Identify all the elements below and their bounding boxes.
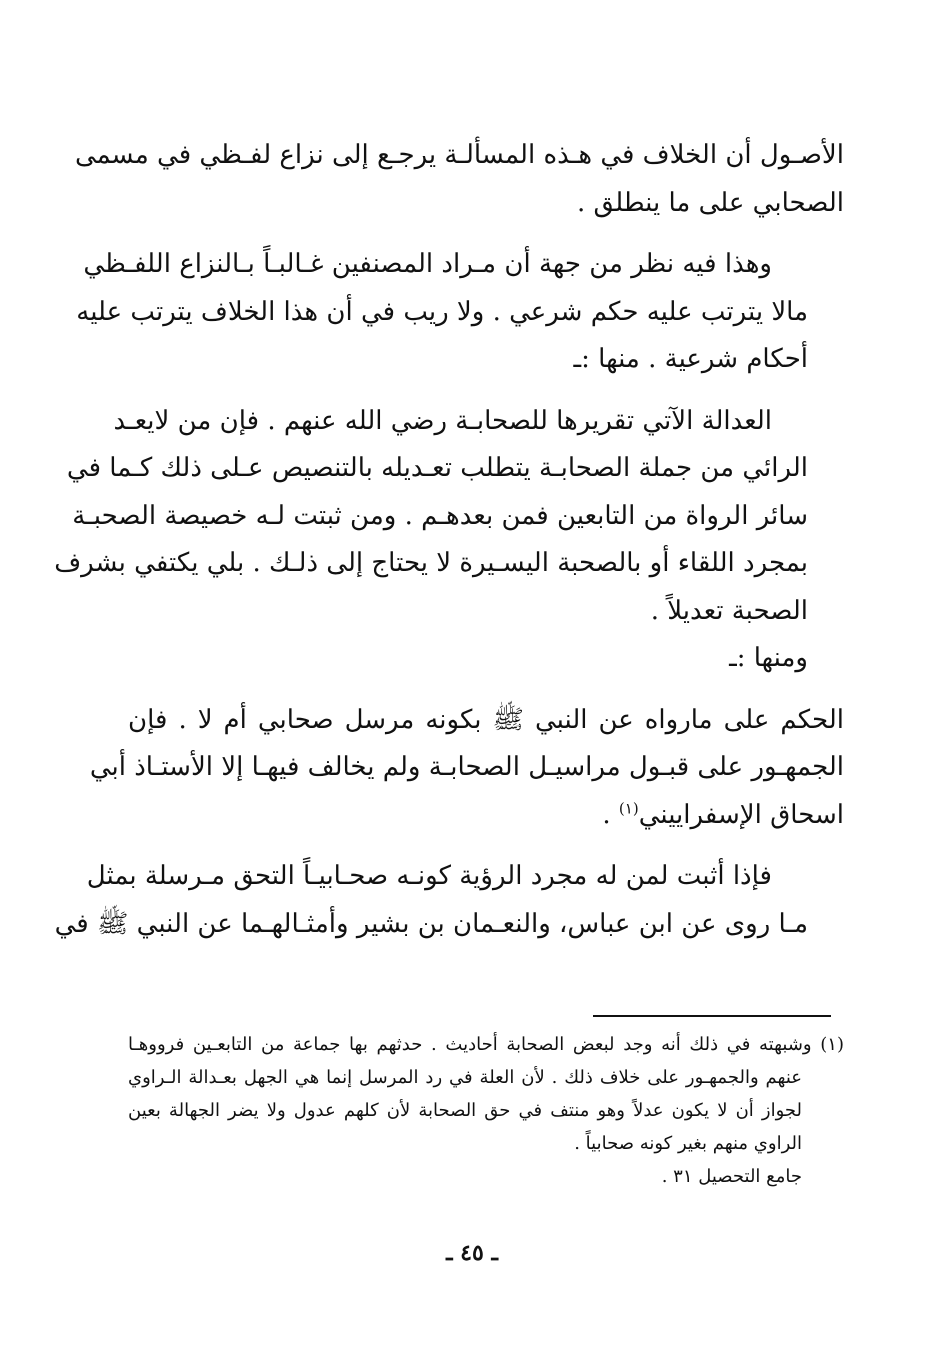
- text-line: الرائي من جملة الصحابـة يتطلب تعـديله بالتنصيص عـلى ذلك كـما في: [66, 453, 808, 483]
- line-text: اسحاق الإسفراييني: [638, 799, 844, 830]
- text-line: الصحبة تعديلاً .: [650, 595, 808, 626]
- footnote-reference: (١): [618, 798, 639, 817]
- main-text: [54, 132, 844, 962]
- text-line: العدالة الآتي تقريرها للصحابـة رضي الله عنهم . فإن من لايعـد: [113, 405, 772, 436]
- footnote-line: الراوي منهم بغير كونه صحابياً .: [574, 1133, 802, 1154]
- paragraph-3: [54, 398, 844, 636]
- text-line: [128, 792, 844, 840]
- text-line: الأصـول أن الخلاف في هـذه المسألـة يرجـع إلى نزاع لفـظي في مسمى: [74, 140, 844, 170]
- footnote-separator: [593, 1015, 831, 1017]
- text-line: الجمهـور على قبـول مراسيـل الصحابـة ولم يخالف فيهـا إلا الأستـاذ أبي: [89, 752, 844, 782]
- paragraph-2: [76, 241, 844, 384]
- paragraph-1: [74, 132, 844, 227]
- footnote-line: (١) وشبهته في ذلك أنه وجد لبعض الصحابة أحاديث . حدثهم بها جماعة من التابعـين فرووهـا: [128, 1034, 844, 1055]
- footnote-line: عنهم والجمهـور على خلاف ذلك . لأن العلة في رد المرسل إنما هي الجهل بعـدالة الـراوي: [128, 1067, 802, 1088]
- text-line: الحكم على مارواه عن النبي ﷺ بكونه مرسل صحابي أم لا . فإن: [128, 704, 844, 735]
- text-line: سائر الرواة من التابعين فمن بعدهـم . ومن ثبتت لـه خصيصة الصحبـة: [72, 500, 808, 531]
- line-tail: .: [602, 799, 619, 830]
- page-number: ـ ٤٥ ـ: [446, 1240, 498, 1266]
- text-line: وهذا فيه نظر من جهة أن مـراد المصنفين غـالبـاً بـالنزاع اللفـظي: [83, 249, 772, 279]
- text-line: أحكام شرعية . منها :ـ: [573, 344, 808, 374]
- paragraph-6: [54, 853, 844, 948]
- footnote-source: جامع التحصيل ٣١ .: [661, 1166, 802, 1187]
- footnote-line: لجواز أن لا يكون عدلاً وهو منتف في حق الصحابة لأن كلهم عدول ولا يضر الجهالة بعين: [128, 1100, 802, 1121]
- text-line: بمجرد اللقاء أو بالصحبة اليسـيرة لا يحتاج إلى ذلـك . بلي يكتفي بشرف: [54, 548, 808, 578]
- text-line: فإذا أثبت لمن له مجرد الرؤية كونـه صحـابيـاً التحق مـرسلة بمثل: [86, 861, 772, 891]
- text-line: مالا يترتب عليه حكم شرعي . ولا ريب في أن هذا الخلاف يترتب عليه: [76, 296, 808, 327]
- footnotes: [128, 1028, 844, 1193]
- text-line: الصحابي على ما ينطلق .: [577, 187, 844, 218]
- paragraph-4: [128, 635, 844, 683]
- text-line: ومنها :ـ: [729, 643, 808, 673]
- text-line: مـا روى عن ابن عباس، والنعـمان بن بشير وأمثـالهـما عن النبي ﷺ في: [54, 908, 808, 939]
- paragraph-5: [89, 697, 844, 840]
